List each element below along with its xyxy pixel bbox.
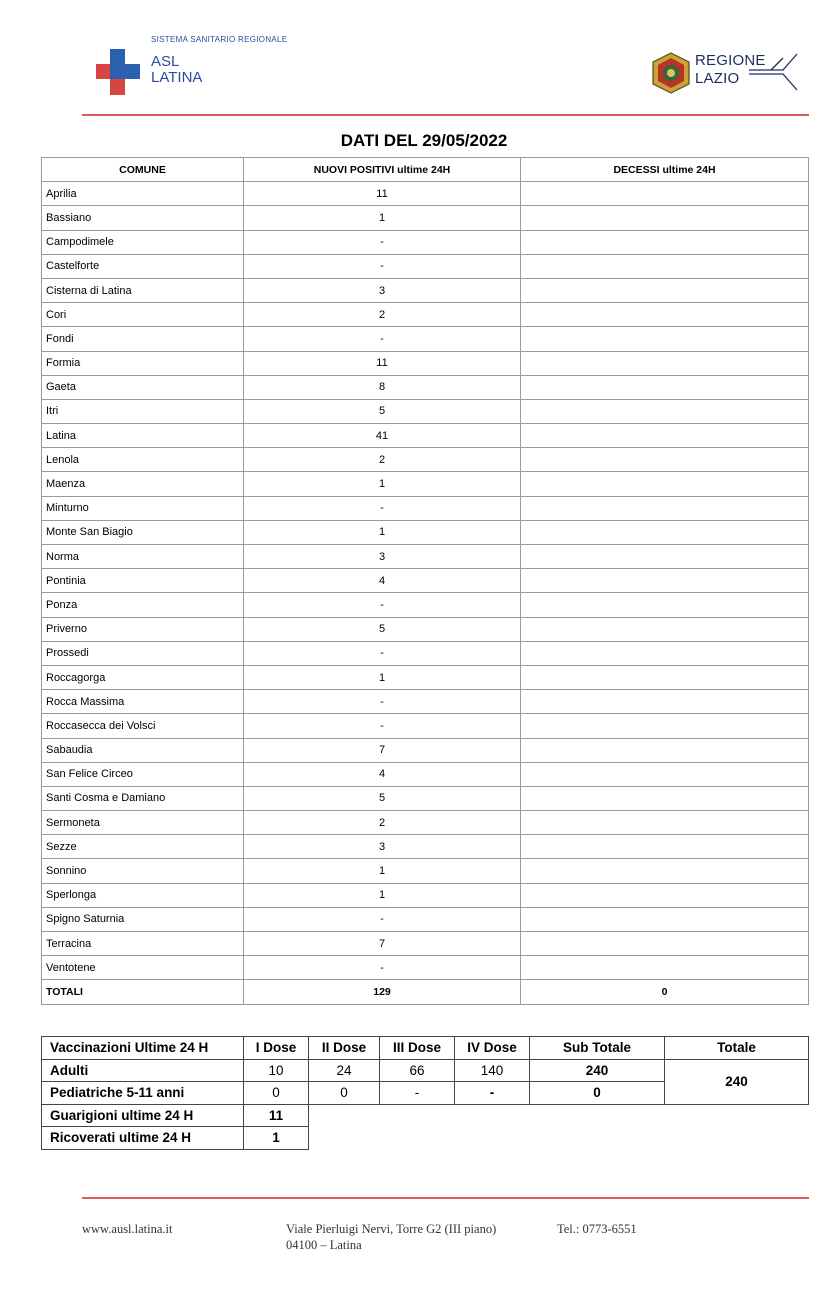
decessi-cell [521,811,809,835]
guarigioni-value: 11 [244,1104,309,1127]
comune-cell: Formia [42,351,244,375]
header-divider [82,114,809,116]
comune-cell: Norma [42,545,244,569]
table-row [42,762,809,786]
comune-cell: Pontinia [42,569,244,593]
comune-cell: Lenola [42,448,244,472]
table-row [42,932,809,956]
nuovi-positivi-cell: 1 [244,472,521,496]
table-row [42,593,809,617]
nuovi-positivi-cell: 4 [244,762,521,786]
regione-lazio-emblem-icon [651,52,691,94]
decessi-cell [521,399,809,423]
table-row [42,665,809,689]
summary-table [41,1036,809,1150]
decessi-cell [521,641,809,665]
nuovi-positivi-cell: - [244,907,521,931]
nuovi-positivi-cell: 2 [244,811,521,835]
summary-header-i-dose: I Dose [244,1037,309,1060]
nuovi-positivi-cell: 5 [244,399,521,423]
comune-cell: Monte San Biagio [42,520,244,544]
comune-cell: San Felice Circeo [42,762,244,786]
decessi-cell [521,375,809,399]
table-row [42,714,809,738]
regione-line2: LAZIO [695,70,740,87]
nuovi-positivi-cell: - [244,254,521,278]
decessi-cell [521,182,809,206]
nuovi-positivi-cell: 11 [244,351,521,375]
comune-cell: Maenza [42,472,244,496]
asl-cross-icon [96,49,140,95]
adulti-ii-dose: 24 [309,1059,380,1082]
decessi-cell [521,714,809,738]
summary-row-ricoverati [42,1127,809,1150]
decessi-cell [521,762,809,786]
asl-name [151,54,202,86]
summary-header-row [42,1037,809,1060]
regione-line1: REGIONE [695,52,766,69]
asl-latina-logo [96,33,336,103]
nuovi-positivi-cell: 5 [244,617,521,641]
nuovi-positivi-cell: 7 [244,932,521,956]
regione-lazio-lines-icon [749,50,803,96]
decessi-cell [521,593,809,617]
decessi-cell [521,907,809,931]
guarigioni-label: Guarigioni ultime 24 H [42,1104,244,1127]
summary-empty-cell [309,1104,809,1127]
header-comune: COMUNE [42,158,244,182]
comune-cell: Roccasecca dei Volsci [42,714,244,738]
pediatriche-ii-dose: 0 [309,1082,380,1105]
pediatriche-iv-dose: - [455,1082,530,1105]
table-row [42,182,809,206]
comune-cell: Ponza [42,593,244,617]
comune-cell: Santi Cosma e Damiano [42,786,244,810]
decessi-cell [521,303,809,327]
page-title: DATI DEL 29/05/2022 [340,131,508,150]
nuovi-positivi-cell: - [244,593,521,617]
comune-cell: Minturno [42,496,244,520]
comune-cell: Sezze [42,835,244,859]
comune-cell: Roccagorga [42,665,244,689]
nuovi-positivi-cell: - [244,690,521,714]
nuovi-positivi-cell: - [244,327,521,351]
nuovi-positivi-cell: 2 [244,448,521,472]
adulti-label: Adulti [42,1059,244,1082]
pediatriche-iii-dose: - [380,1082,455,1105]
table-row [42,738,809,762]
adulti-iii-dose: 66 [380,1059,455,1082]
comune-cell: Fondi [42,327,244,351]
comune-cell: Sabaudia [42,738,244,762]
decessi-cell [521,932,809,956]
summary-header-ii-dose: II Dose [309,1037,380,1060]
table-row [42,907,809,931]
decessi-cell [521,230,809,254]
comuni-table [41,157,809,1005]
nuovi-positivi-cell: 1 [244,520,521,544]
decessi-cell [521,472,809,496]
adulti-i-dose: 10 [244,1059,309,1082]
comune-cell: Aprilia [42,182,244,206]
comune-cell: Spigno Saturnia [42,907,244,931]
comune-cell: Terracina [42,932,244,956]
nuovi-positivi-cell: 2 [244,303,521,327]
footer-phone: Tel.: 0773-6551 [557,1222,637,1236]
table-row [42,496,809,520]
table-row [42,569,809,593]
decessi-cell [521,448,809,472]
footer-address-line2: 04100 – Latina [286,1238,362,1252]
table-row [42,375,809,399]
nuovi-positivi-cell: 5 [244,786,521,810]
nuovi-positivi-cell: 3 [244,545,521,569]
comune-cell: Sperlonga [42,883,244,907]
totals-decessi: 0 [521,980,809,1004]
nuovi-positivi-cell: - [244,230,521,254]
table-row [42,545,809,569]
nuovi-positivi-cell: 4 [244,569,521,593]
table-row [42,641,809,665]
asl-system-text: SISTEMA SANITARIO REGIONALE [151,35,288,44]
comune-cell: Prossedi [42,641,244,665]
pediatriche-i-dose: 0 [244,1082,309,1105]
summary-header-totale: Totale [665,1037,809,1060]
table-row [42,617,809,641]
footer-website: www.ausl.latina.it [82,1222,173,1236]
decessi-cell [521,351,809,375]
footer-divider [82,1197,809,1199]
nuovi-positivi-cell: - [244,496,521,520]
comune-cell: Ventotene [42,956,244,980]
nuovi-positivi-cell: 1 [244,665,521,689]
nuovi-positivi-cell: 1 [244,883,521,907]
comune-cell: Cisterna di Latina [42,278,244,302]
vaccinazioni-totale: 240 [665,1059,809,1104]
comune-cell: Cori [42,303,244,327]
asl-name-line2: LATINA [151,69,203,86]
summary-row-guarigioni [42,1104,809,1127]
footer-address [286,1221,496,1253]
table-row [42,835,809,859]
table-row [42,859,809,883]
decessi-cell [521,496,809,520]
table-row [42,690,809,714]
pediatriche-sub-totale: 0 [530,1082,665,1105]
adulti-sub-totale: 240 [530,1059,665,1082]
decessi-cell [521,786,809,810]
table-row [42,278,809,302]
regione-lazio-logo [651,50,803,96]
decessi-cell [521,327,809,351]
nuovi-positivi-cell: 8 [244,375,521,399]
comune-cell: Gaeta [42,375,244,399]
table-row [42,303,809,327]
decessi-cell [521,690,809,714]
nuovi-positivi-cell: 7 [244,738,521,762]
comune-cell: Priverno [42,617,244,641]
comune-cell: Latina [42,424,244,448]
comune-cell: Bassiano [42,206,244,230]
comune-cell: Rocca Massima [42,690,244,714]
table-row [42,520,809,544]
table-row [42,254,809,278]
comune-cell: Sonnino [42,859,244,883]
comuni-table-body [42,182,809,1004]
ricoverati-value: 1 [244,1127,309,1150]
comune-cell: Campodimele [42,230,244,254]
decessi-cell [521,254,809,278]
asl-name-line1: ASL [151,53,180,70]
totals-row [42,980,809,1004]
table-row [42,472,809,496]
decessi-cell [521,569,809,593]
adulti-iv-dose: 140 [455,1059,530,1082]
nuovi-positivi-cell: - [244,956,521,980]
nuovi-positivi-cell: - [244,641,521,665]
decessi-cell [521,617,809,641]
summary-row-adulti [42,1059,809,1082]
comune-cell: Castelforte [42,254,244,278]
nuovi-positivi-cell: 41 [244,424,521,448]
decessi-cell [521,424,809,448]
decessi-cell [521,206,809,230]
table-row [42,327,809,351]
table-row [42,351,809,375]
nuovi-positivi-cell: 3 [244,835,521,859]
decessi-cell [521,835,809,859]
header-nuovi-positivi: NUOVI POSITIVI ultime 24H [244,158,521,182]
summary-header-iii-dose: III Dose [380,1037,455,1060]
summary-empty-cell [309,1127,809,1150]
decessi-cell [521,956,809,980]
nuovi-positivi-cell: - [244,714,521,738]
table-header-row [42,158,809,182]
table-row [42,206,809,230]
nuovi-positivi-cell: 11 [244,182,521,206]
table-row [42,399,809,423]
decessi-cell [521,278,809,302]
header-decessi: DECESSI ultime 24H [521,158,809,182]
decessi-cell [521,738,809,762]
totals-label: TOTALI [42,980,244,1004]
table-row [42,883,809,907]
table-row [42,230,809,254]
comune-cell: Itri [42,399,244,423]
decessi-cell [521,545,809,569]
table-row [42,956,809,980]
comune-cell: Sermoneta [42,811,244,835]
nuovi-positivi-cell: 1 [244,206,521,230]
table-row [42,786,809,810]
summary-header-sub-totale: Sub Totale [530,1037,665,1060]
table-row [42,811,809,835]
table-row [42,424,809,448]
nuovi-positivi-cell: 3 [244,278,521,302]
summary-header-vaccinazioni: Vaccinazioni Ultime 24 H [42,1037,244,1060]
totals-nuovi-positivi: 129 [244,980,521,1004]
summary-header-iv-dose: IV Dose [455,1037,530,1060]
decessi-cell [521,859,809,883]
table-row [42,448,809,472]
decessi-cell [521,520,809,544]
ricoverati-label: Ricoverati ultime 24 H [42,1127,244,1150]
pediatriche-label: Pediatriche 5-11 anni [42,1082,244,1105]
nuovi-positivi-cell: 1 [244,859,521,883]
footer-address-line1: Viale Pierluigi Nervi, Torre G2 (III piano) [286,1222,497,1236]
decessi-cell [521,665,809,689]
decessi-cell [521,883,809,907]
